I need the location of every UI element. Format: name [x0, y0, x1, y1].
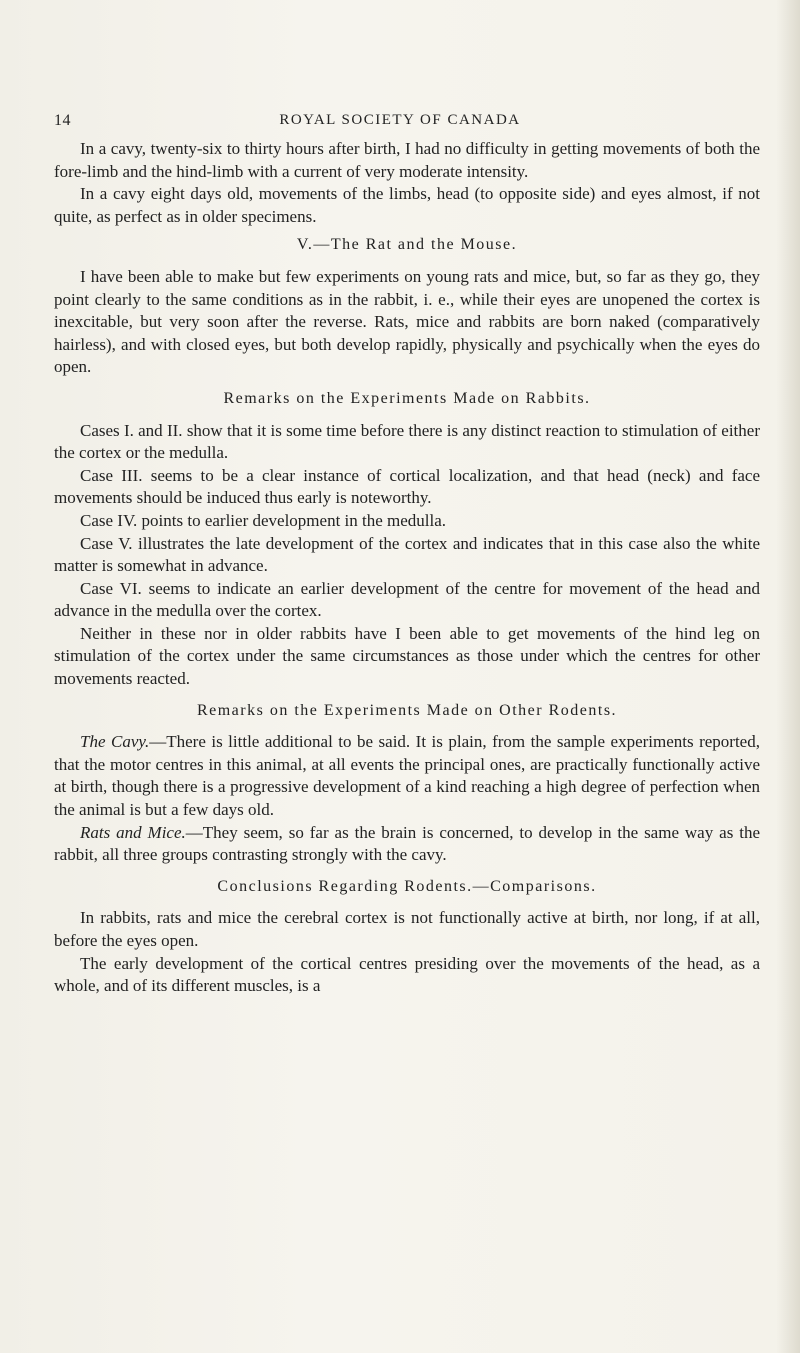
paragraph-case-3: Case III. seems to be a clear instance of cortical localization, and that head (neck) and face movements should be induced thus early is noteworthy. — [54, 465, 760, 508]
paragraph-rats-mice-text: —They seem, so far as the brain is concerned, to develop in the same way as the rabbit, all three groups contrasting strongly with the cavy. — [54, 822, 760, 865]
section-heading-other-rodents: Remarks on the Experiments Made on Other Rodents. — [196, 701, 618, 719]
paragraph-the-cavy — [54, 731, 760, 821]
paragraph-hind-leg: Neither in these nor in older rabbits have I been able to get movements of the hind leg on stimulation of the cortex under the same circumstances as those under which the centres for other movements reacted. — [54, 623, 760, 689]
section-heading-conclusions: Conclusions Regarding Rodents.—Comparisons. — [217, 877, 597, 895]
page-number: 14 — [54, 112, 71, 129]
paragraph-conclusion-rabbits: In rabbits, rats and mice the cerebral cortex is not functionally active at birth, nor long, if at all, before the eyes open. — [54, 908, 760, 950]
page-header — [0, 112, 800, 136]
paragraph-case-5: Case V. illustrates the late development of the cortex and indicates that in this case also the white matter is somewhat in advance. — [54, 533, 760, 576]
paragraph-cavy-text: —There is little additional to be said. It is plain, from the sample experiments reported, that the motor centres in this animal, at all events the principal ones, are practically functionally active at birth, though there is a progressive development of a kind reaching a high degree of perfection when the animal is but a few days old. — [54, 732, 760, 820]
paragraph-cases-1-2: Cases I. and II. show that it is some time before there is any distinct reaction to stimulation of either the cortex or the medulla. — [54, 420, 760, 463]
paragraph-cavy-8-days: In a cavy eight days old, movements of the limbs, head (to opposite side) and eyes almost, if not quite, as perfect as in older specimens. — [54, 184, 760, 226]
section-heading-rat-mouse: V.—The Rat and the Mouse. — [296, 236, 518, 254]
running-head: ROYAL SOCIETY OF CANADA — [279, 112, 521, 128]
paragraph-cavy-26-hours: In a cavy, twenty-six to thirty hours after birth, I had no difficulty in getting movements of both the fore-limb and the hind-limb with a current of very moderate intensity. — [54, 139, 760, 181]
run-in-title-cavy: The Cavy. — [80, 732, 150, 752]
paragraph-case-6: Case VI. seems to indicate an earlier development of the centre for movement of the head and advance in the medulla over the cortex. — [54, 578, 760, 621]
paragraph-case-4: Case IV. points to earlier development in the medulla. — [80, 510, 447, 530]
run-in-title-rats-mice: Rats and Mice. — [80, 822, 186, 842]
paragraph-rats-and-mice — [54, 822, 760, 867]
paragraph-conclusion-cortical: The early development of the cortical centres presiding over the movements of the head, as a whole, and of its different muscles, is a — [54, 953, 760, 996]
body-text — [54, 138, 760, 998]
section-heading-rabbits: Remarks on the Experiments Made on Rabbits. — [223, 389, 591, 407]
page-edge-shadow — [776, 0, 800, 1353]
paragraph-rats-mice: I have been able to make but few experiments on young rats and mice, but, so far as they go, they point clearly to the same conditions as in the rabbit, i. e., while their eyes are unopened the cortex is inexcitable, but very soon after the reverse. Rats, mice and rabbits are born naked (comparatively hairless), and with closed eyes, but both develop rapidly, physically and psychically when the eyes do open. — [54, 266, 760, 377]
